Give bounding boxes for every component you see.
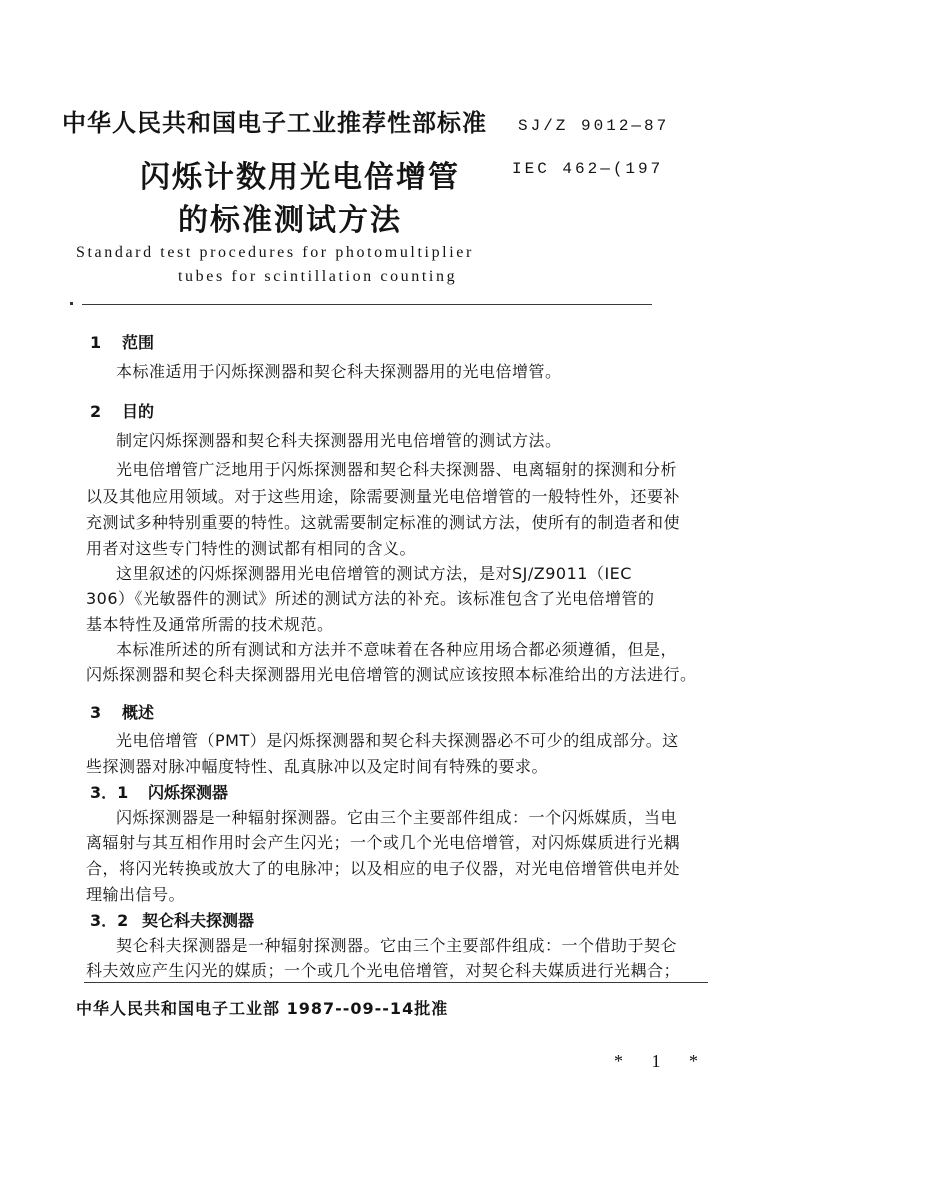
section-3-1-heading — [90, 780, 228, 803]
english-title-line-1: Standard test procedures for photomultiplier — [76, 244, 474, 261]
paragraph-line: 闪烁探测器和契仑科夫探测器用光电倍增管的测试应该按照本标准给出的方法进行。 — [86, 665, 697, 684]
section-3-heading — [90, 700, 154, 723]
section-title: 范围 — [122, 333, 155, 352]
paragraph-line: 理输出信号。 — [86, 885, 186, 904]
english-title-line-2: tubes for scintillation counting — [178, 268, 458, 285]
title-line-1: 闪烁计数用光电倍增管 — [140, 160, 460, 195]
section-title: 概述 — [122, 703, 155, 722]
section-3-2-heading — [90, 908, 254, 931]
paragraph-line: 科夫效应产生闪光的媒质；一个或几个光电倍增管，对契仑科夫媒质进行光耦合； — [86, 961, 681, 980]
header-divider — [82, 304, 652, 305]
paragraph-line: 以及其他应用领域。对于这些用途，除需要测量光电倍增管的一般特性外，还要补 — [86, 487, 681, 506]
paragraph-line: 306）《光敏器件的测试》所述的测试方法的补充。该标准包含了光电倍增管的 — [86, 589, 655, 608]
section-number: 3．1 — [90, 783, 129, 802]
paragraph-line: 光电倍增管（PMT）是闪烁探测器和契仑科夫探测器必不可少的组成部分。这 — [116, 731, 679, 750]
section-title: 闪烁探测器 — [148, 783, 229, 802]
paragraph-line: 基本特性及通常所需的技术规范。 — [86, 615, 334, 634]
paragraph-line: 用者对这些专门特性的测试都有相同的含义。 — [86, 539, 417, 558]
issuing-authority: 中华人民共和国电子工业推荐性部标准 — [62, 109, 487, 137]
paragraph-line: 充测试多种特别重要的特性。这就需要制定标准的测试方法，使所有的制造者和使 — [86, 513, 681, 532]
paragraph-line: 离辐射与其互相作用时会产生闪光；一个或几个光电倍增管，对闪烁媒质进行光耦 — [86, 833, 681, 852]
section-number: 3．2 — [90, 911, 129, 930]
paragraph-line: 合，将闪光转换或放大了的电脉冲；以及相应的电子仪器，对光电倍增管供电并处 — [86, 859, 681, 878]
section-number: 2 — [90, 402, 102, 421]
paragraph: 制定闪烁探测器和契仑科夫探测器用光电倍增管的测试方法。 — [116, 431, 562, 450]
section-number: 1 — [90, 333, 102, 352]
approval-line: 中华人民共和国电子工业部 1987--09--14批准 — [76, 999, 449, 1018]
title-line-2: 的标准测试方法 — [178, 203, 402, 238]
section-title: 目的 — [122, 402, 155, 421]
section-title: 契仑科夫探测器 — [142, 911, 255, 930]
section-number: 3 — [90, 703, 102, 722]
footer-divider — [84, 982, 708, 983]
section-2-heading — [90, 399, 154, 422]
section-1-heading — [90, 330, 154, 353]
paragraph-line: 闪烁探测器是一种辐射探测器。它由三个主要部件组成：一个闪烁媒质，当电 — [116, 808, 678, 827]
page-number: * 1 * — [614, 1051, 710, 1071]
paragraph-line: 这里叙述的闪烁探测器用光电倍增管的测试方法，是对SJ/Z9011（IEC — [116, 564, 632, 583]
paragraph-line: 些探测器对脉冲幅度特性、乱真脉冲以及定时间有特殊的要求。 — [86, 757, 549, 776]
paragraph: 本标准适用于闪烁探测器和契仑科夫探测器用的光电倍增管。 — [116, 362, 562, 381]
scan-speck — [70, 302, 73, 305]
paragraph-line: 契仑科夫探测器是一种辐射探测器。它由三个主要部件组成：一个借助于契仑 — [116, 936, 678, 955]
paragraph-line: 本标准所述的所有测试和方法并不意味着在各种应用场合都必须遵循，但是， — [116, 640, 678, 659]
paragraph-line: 光电倍增管广泛地用于闪烁探测器和契仑科夫探测器、电离辐射的探测和分析 — [116, 460, 678, 479]
standard-code: SJ/Z 9012—87 — [518, 117, 670, 135]
iec-reference: IEC 462—(197 — [512, 160, 664, 178]
